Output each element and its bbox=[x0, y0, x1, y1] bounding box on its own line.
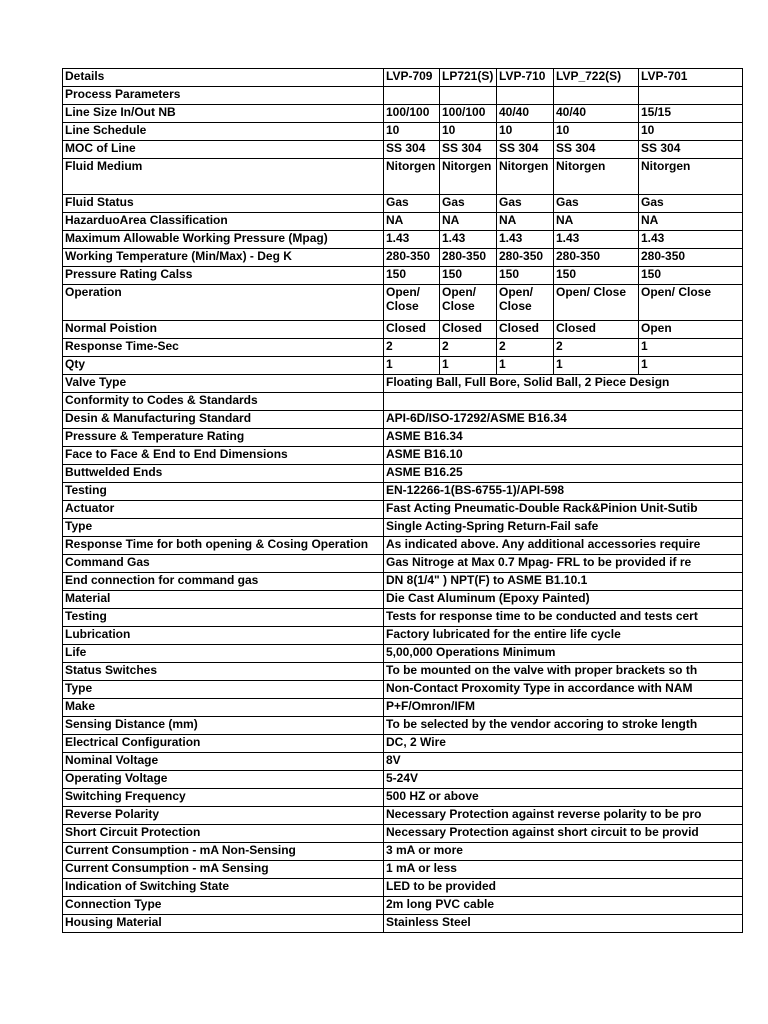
spanned-value-cell: 3 mA or more bbox=[384, 843, 743, 861]
value-cell: NA bbox=[497, 213, 554, 231]
spanned-value-cell: 5,00,000 Operations Minimum bbox=[384, 645, 743, 663]
spanned-value-cell: 500 HZ or above bbox=[384, 789, 743, 807]
row-label: Actuator bbox=[63, 501, 384, 519]
table-row bbox=[63, 843, 743, 861]
table-row bbox=[63, 753, 743, 771]
spanned-value-cell: ASME B16.25 bbox=[384, 465, 743, 483]
value-cell: 40/40 bbox=[497, 105, 554, 123]
spanned-value-cell: Single Acting-Spring Return-Fail safe bbox=[384, 519, 743, 537]
row-label: Response Time for both opening & Cosing Operation bbox=[63, 537, 384, 555]
row-label: Response Time-Sec bbox=[63, 339, 384, 357]
table-row bbox=[63, 213, 743, 231]
table-row bbox=[63, 879, 743, 897]
row-label: Make bbox=[63, 699, 384, 717]
spanned-value-cell: API-6D/ISO-17292/ASME B16.34 bbox=[384, 411, 743, 429]
value-cell: 1 bbox=[639, 339, 743, 357]
row-label: Current Consumption - mA Sensing bbox=[63, 861, 384, 879]
table-row bbox=[63, 663, 743, 681]
row-label: Testing bbox=[63, 483, 384, 501]
row-label: Reverse Polarity bbox=[63, 807, 384, 825]
value-cell: 150 bbox=[440, 267, 497, 285]
value-cell: 2 bbox=[384, 339, 440, 357]
value-cell: Open/ Close bbox=[497, 285, 554, 321]
table-row bbox=[63, 645, 743, 663]
value-cell: 150 bbox=[554, 267, 639, 285]
table-row bbox=[63, 717, 743, 735]
table-row bbox=[63, 915, 743, 933]
table-row bbox=[63, 465, 743, 483]
value-cell: 10 bbox=[639, 123, 743, 141]
spanned-value-cell: EN-12266-1(BS-6755-1)/API-598 bbox=[384, 483, 743, 501]
row-label: Lubrication bbox=[63, 627, 384, 645]
row-label: Normal Poistion bbox=[63, 321, 384, 339]
value-cell: 2 bbox=[497, 339, 554, 357]
header-cell-model: LVP_722(S) bbox=[554, 69, 639, 87]
spanned-value-cell: Factory lubricated for the entire life cycle bbox=[384, 627, 743, 645]
value-cell: SS 304 bbox=[554, 141, 639, 159]
row-label: Sensing Distance (mm) bbox=[63, 717, 384, 735]
table-row bbox=[63, 429, 743, 447]
value-cell: Closed bbox=[440, 321, 497, 339]
value-cell: Gas bbox=[639, 195, 743, 213]
header-cell-model: LP721(S) bbox=[440, 69, 497, 87]
table-row bbox=[63, 159, 743, 195]
row-label: MOC of Line bbox=[63, 141, 384, 159]
value-cell: 15/15 bbox=[639, 105, 743, 123]
table-row bbox=[63, 447, 743, 465]
row-label: Command Gas bbox=[63, 555, 384, 573]
value-cell: Gas bbox=[554, 195, 639, 213]
table-row bbox=[63, 357, 743, 375]
table-row bbox=[63, 573, 743, 591]
value-cell: SS 304 bbox=[639, 141, 743, 159]
empty-cell bbox=[554, 87, 639, 105]
row-label: Current Consumption - mA Non-Sensing bbox=[63, 843, 384, 861]
row-label: Valve Type bbox=[63, 375, 384, 393]
value-cell: 1.43 bbox=[440, 231, 497, 249]
value-cell: Open/ Close bbox=[554, 285, 639, 321]
value-cell: SS 304 bbox=[497, 141, 554, 159]
row-label: Working Temperature (Min/Max) - Deg K bbox=[63, 249, 384, 267]
header-row bbox=[63, 69, 743, 87]
row-label: Nominal Voltage bbox=[63, 753, 384, 771]
spanned-value-cell: As indicated above. Any additional accessories require bbox=[384, 537, 743, 555]
row-label: Desin & Manufacturing Standard bbox=[63, 411, 384, 429]
value-cell: 2 bbox=[554, 339, 639, 357]
spanned-value-cell: LED to be provided bbox=[384, 879, 743, 897]
table-row bbox=[63, 393, 743, 411]
table-row bbox=[63, 267, 743, 285]
value-cell: Closed bbox=[497, 321, 554, 339]
table-row bbox=[63, 591, 743, 609]
spanned-value-cell: Necessary Protection against reverse polarity to be pro bbox=[384, 807, 743, 825]
spec-table-body bbox=[63, 87, 743, 933]
header-cell-model: LVP-710 bbox=[497, 69, 554, 87]
value-cell: 280-350 bbox=[440, 249, 497, 267]
spanned-value-cell: Tests for response time to be conducted and tests cert bbox=[384, 609, 743, 627]
value-cell: 100/100 bbox=[384, 105, 440, 123]
value-cell: 1 bbox=[554, 357, 639, 375]
table-row bbox=[63, 807, 743, 825]
spanned-value-cell: 1 mA or less bbox=[384, 861, 743, 879]
value-cell: 1.43 bbox=[384, 231, 440, 249]
row-label: Qty bbox=[63, 357, 384, 375]
value-cell: 10 bbox=[554, 123, 639, 141]
value-cell: 280-350 bbox=[384, 249, 440, 267]
row-label: Fluid Status bbox=[63, 195, 384, 213]
row-label: Operation bbox=[63, 285, 384, 321]
table-row bbox=[63, 555, 743, 573]
value-cell: SS 304 bbox=[384, 141, 440, 159]
table-row bbox=[63, 339, 743, 357]
table-row bbox=[63, 789, 743, 807]
table-row bbox=[63, 375, 743, 393]
value-cell: 1.43 bbox=[497, 231, 554, 249]
value-cell: Gas bbox=[384, 195, 440, 213]
row-label: Fluid Medium bbox=[63, 159, 384, 195]
value-cell: NA bbox=[384, 213, 440, 231]
value-cell: 1.43 bbox=[639, 231, 743, 249]
spanned-value-cell: ASME B16.10 bbox=[384, 447, 743, 465]
spanned-value-cell: 5-24V bbox=[384, 771, 743, 789]
row-label: Line Schedule bbox=[63, 123, 384, 141]
spanned-value-cell: DN 8(1/4" ) NPT(F) to ASME B1.10.1 bbox=[384, 573, 743, 591]
table-row bbox=[63, 537, 743, 555]
table-row bbox=[63, 87, 743, 105]
spanned-value-cell: Necessary Protection against short circuit to be provid bbox=[384, 825, 743, 843]
value-cell: Closed bbox=[554, 321, 639, 339]
table-row bbox=[63, 609, 743, 627]
row-label: Line Size In/Out NB bbox=[63, 105, 384, 123]
value-cell: 280-350 bbox=[639, 249, 743, 267]
header-cell-details: Details bbox=[63, 69, 384, 87]
table-row bbox=[63, 195, 743, 213]
value-cell: 1 bbox=[639, 357, 743, 375]
row-label: Switching Frequency bbox=[63, 789, 384, 807]
table-row bbox=[63, 861, 743, 879]
value-cell: 1 bbox=[384, 357, 440, 375]
row-label: Life bbox=[63, 645, 384, 663]
spanned-value-cell: Fast Acting Pneumatic-Double Rack&Pinion Unit-Sutib bbox=[384, 501, 743, 519]
value-cell: Gas bbox=[440, 195, 497, 213]
spec-sheet bbox=[62, 68, 712, 933]
table-row bbox=[63, 105, 743, 123]
spanned-value-cell: Die Cast Aluminum (Epoxy Painted) bbox=[384, 591, 743, 609]
value-cell: 10 bbox=[440, 123, 497, 141]
row-label: Pressure Rating Calss bbox=[63, 267, 384, 285]
value-cell: 1 bbox=[440, 357, 497, 375]
empty-cell bbox=[639, 87, 743, 105]
value-cell: 150 bbox=[384, 267, 440, 285]
spanned-value-cell: Stainless Steel bbox=[384, 915, 743, 933]
value-cell: 40/40 bbox=[554, 105, 639, 123]
table-row bbox=[63, 897, 743, 915]
table-row bbox=[63, 231, 743, 249]
value-cell: Open/ Close bbox=[440, 285, 497, 321]
spanned-value-cell: P+F/Omron/IFM bbox=[384, 699, 743, 717]
row-label: Operating Voltage bbox=[63, 771, 384, 789]
table-row bbox=[63, 285, 743, 321]
value-cell: 2 bbox=[440, 339, 497, 357]
spanned-value-cell: To be selected by the vendor accoring to stroke length bbox=[384, 717, 743, 735]
row-label: End connection for command gas bbox=[63, 573, 384, 591]
value-cell: NA bbox=[639, 213, 743, 231]
value-cell: Nitorgen bbox=[440, 159, 497, 195]
row-label: Pressure & Temperature Rating bbox=[63, 429, 384, 447]
value-cell: Nitorgen bbox=[554, 159, 639, 195]
empty-cell bbox=[497, 87, 554, 105]
table-row bbox=[63, 681, 743, 699]
row-label: Short Circuit Protection bbox=[63, 825, 384, 843]
table-row bbox=[63, 735, 743, 753]
table-row bbox=[63, 699, 743, 717]
value-cell: Nitorgen bbox=[639, 159, 743, 195]
empty-cell bbox=[384, 87, 440, 105]
spec-table bbox=[62, 68, 743, 933]
row-label: Face to Face & End to End Dimensions bbox=[63, 447, 384, 465]
spanned-value-cell: 2m long PVC cable bbox=[384, 897, 743, 915]
table-row bbox=[63, 141, 743, 159]
table-row bbox=[63, 249, 743, 267]
value-cell: 280-350 bbox=[554, 249, 639, 267]
value-cell: Closed bbox=[384, 321, 440, 339]
row-label: Maximum Allowable Working Pressure (Mpag) bbox=[63, 231, 384, 249]
table-row bbox=[63, 825, 743, 843]
value-cell: Open/ Close bbox=[639, 285, 743, 321]
row-label: Type bbox=[63, 681, 384, 699]
spanned-value-cell: Non-Contact Proxomity Type in accordance with NAM bbox=[384, 681, 743, 699]
row-label: Status Switches bbox=[63, 663, 384, 681]
row-label: HazarduoArea Classification bbox=[63, 213, 384, 231]
value-cell: Open/ Close bbox=[384, 285, 440, 321]
value-cell: 10 bbox=[384, 123, 440, 141]
row-label: Testing bbox=[63, 609, 384, 627]
value-cell: 1.43 bbox=[554, 231, 639, 249]
table-row bbox=[63, 771, 743, 789]
table-row bbox=[63, 483, 743, 501]
value-cell: 150 bbox=[497, 267, 554, 285]
spanned-value-cell: To be mounted on the valve with proper brackets so th bbox=[384, 663, 743, 681]
empty-cell bbox=[440, 87, 497, 105]
spanned-value-cell: DC, 2 Wire bbox=[384, 735, 743, 753]
value-cell: 280-350 bbox=[497, 249, 554, 267]
row-label: Process Parameters bbox=[63, 87, 384, 105]
table-row bbox=[63, 321, 743, 339]
spanned-value-cell: Gas Nitroge at Max 0.7 Mpag- FRL to be provided if re bbox=[384, 555, 743, 573]
value-cell: 1 bbox=[497, 357, 554, 375]
row-label: Connection Type bbox=[63, 897, 384, 915]
table-row bbox=[63, 411, 743, 429]
table-row bbox=[63, 519, 743, 537]
value-cell: 100/100 bbox=[440, 105, 497, 123]
value-cell: Gas bbox=[497, 195, 554, 213]
spanned-value-cell: Floating Ball, Full Bore, Solid Ball, 2 Piece Design bbox=[384, 375, 743, 393]
value-cell: NA bbox=[440, 213, 497, 231]
table-row bbox=[63, 123, 743, 141]
value-cell: Nitorgen bbox=[384, 159, 440, 195]
value-cell: NA bbox=[554, 213, 639, 231]
table-row bbox=[63, 501, 743, 519]
row-label: Housing Material bbox=[63, 915, 384, 933]
row-label: Conformity to Codes & Standards bbox=[63, 393, 384, 411]
row-label: Buttwelded Ends bbox=[63, 465, 384, 483]
value-cell: Open bbox=[639, 321, 743, 339]
row-label: Type bbox=[63, 519, 384, 537]
header-cell-model: LVP-709 bbox=[384, 69, 440, 87]
spanned-value-cell: 8V bbox=[384, 753, 743, 771]
value-cell: SS 304 bbox=[440, 141, 497, 159]
header-cell-model: LVP-701 bbox=[639, 69, 743, 87]
value-cell: Nitorgen bbox=[497, 159, 554, 195]
row-label: Material bbox=[63, 591, 384, 609]
value-cell: 10 bbox=[497, 123, 554, 141]
row-label: Electrical Configuration bbox=[63, 735, 384, 753]
spanned-value-cell bbox=[384, 393, 743, 411]
value-cell: 150 bbox=[639, 267, 743, 285]
spanned-value-cell: ASME B16.34 bbox=[384, 429, 743, 447]
row-label: Indication of Switching State bbox=[63, 879, 384, 897]
table-row bbox=[63, 627, 743, 645]
